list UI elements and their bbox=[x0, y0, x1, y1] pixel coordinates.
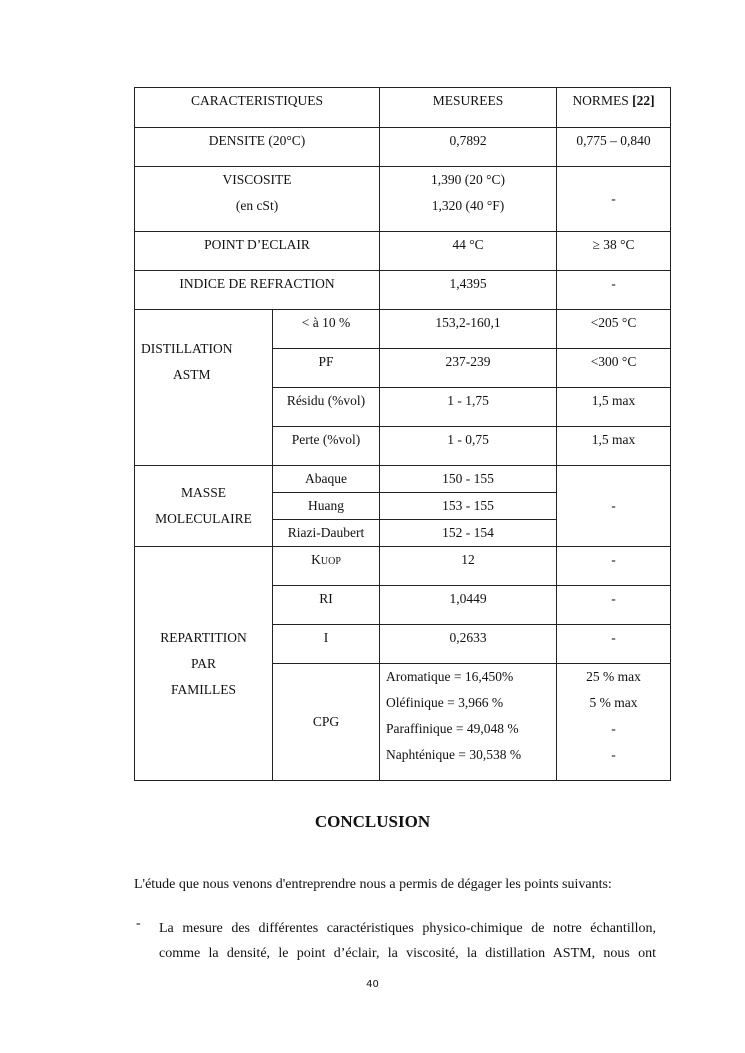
density-norm: 0,775 – 0,840 bbox=[557, 128, 671, 167]
density-label: DENSITE (20°C) bbox=[135, 128, 380, 167]
cpg-norm bbox=[557, 664, 671, 781]
viscosity-norm: - bbox=[557, 167, 671, 232]
distillation-norm: <205 °C bbox=[557, 310, 671, 349]
kuop-norm: - bbox=[557, 547, 671, 586]
molecular-mass-subtitle: MOLECULAIRE bbox=[155, 511, 252, 526]
header-characteristics: CARACTERISTIQUES bbox=[135, 88, 380, 128]
cpg-aromatic: Aromatique = 16,450% bbox=[386, 669, 514, 684]
ri-sub: RI bbox=[273, 586, 380, 625]
bullet-line-1: La mesure des différentes caractéristiques physico-chimique de notre échantillon, bbox=[159, 921, 656, 936]
kuop-subscript: UOP bbox=[320, 556, 341, 567]
i-measured: 0,2633 bbox=[380, 625, 557, 664]
ri-norm: - bbox=[557, 586, 671, 625]
cpg-paraffinic: Paraffinique = 49,048 % bbox=[386, 721, 519, 736]
bullet-line-2: comme la densité, le point d’éclair, la viscosité, la distillation ASTM, nous ont bbox=[159, 946, 656, 961]
molecular-mass-sub: Riazi-Daubert bbox=[273, 520, 380, 547]
molecular-mass-measured: 152 - 154 bbox=[380, 520, 557, 547]
viscosity-value-20c: 1,390 (20 °C) bbox=[431, 172, 506, 187]
i-sub: I bbox=[273, 625, 380, 664]
families-title-2: PAR bbox=[190, 655, 217, 671]
cpg-sub: CPG bbox=[273, 664, 380, 781]
distillation-measured: 1 - 1,75 bbox=[380, 388, 557, 427]
families-title-3: FAMILLES bbox=[170, 681, 236, 697]
norms-reference: [22] bbox=[632, 93, 655, 108]
header-measured: MESUREES bbox=[380, 88, 557, 128]
distillation-subtitle: ASTM bbox=[173, 367, 211, 382]
viscosity-value-40f: 1,320 (40 °F) bbox=[431, 198, 505, 213]
families-title-1: REPARTITION bbox=[160, 629, 247, 645]
viscosity-measured bbox=[380, 167, 557, 232]
conclusion-bullet bbox=[159, 916, 656, 966]
kuop-sub bbox=[273, 547, 380, 586]
conclusion-intro: L'étude que nous venons d'entreprendre nous a permis de dégager les points suivants: bbox=[134, 877, 612, 892]
distillation-norm: 1,5 max bbox=[557, 427, 671, 466]
molecular-mass-label bbox=[135, 466, 273, 547]
distillation-sub: PF bbox=[273, 349, 380, 388]
molecular-mass-norm: - bbox=[557, 466, 671, 547]
characteristics-table bbox=[134, 87, 671, 781]
refraction-measured: 1,4395 bbox=[380, 271, 557, 310]
cpg-olefinic: Oléfinique = 3,966 % bbox=[386, 695, 504, 710]
viscosity-title: VISCOSITE bbox=[222, 172, 292, 187]
molecular-mass-measured: 153 - 155 bbox=[380, 493, 557, 520]
refraction-label: INDICE DE REFRACTION bbox=[135, 271, 380, 310]
cpg-naphthenic: Naphténique = 30,538 % bbox=[386, 747, 522, 762]
flash-point-norm: ≥ 38 °C bbox=[557, 232, 671, 271]
cpg-paraffinic-norm: - bbox=[611, 721, 616, 736]
molecular-mass-sub: Abaque bbox=[273, 466, 380, 493]
distillation-measured: 153,2-160,1 bbox=[380, 310, 557, 349]
kuop-measured: 12 bbox=[380, 547, 557, 586]
refraction-norm: - bbox=[557, 271, 671, 310]
cpg-naphthenic-norm: - bbox=[611, 747, 616, 762]
conclusion-heading: CONCLUSION bbox=[314, 812, 431, 831]
distillation-title: DISTILLATION bbox=[141, 341, 233, 356]
distillation-label bbox=[135, 310, 273, 466]
cpg-measured bbox=[380, 664, 557, 781]
viscosity-label bbox=[135, 167, 380, 232]
kuop-main: K bbox=[311, 552, 321, 567]
molecular-mass-measured: 150 - 155 bbox=[380, 466, 557, 493]
flash-point-measured: 44 °C bbox=[380, 232, 557, 271]
ri-measured: 1,0449 bbox=[380, 586, 557, 625]
page-number: 40 bbox=[366, 979, 379, 990]
families-label bbox=[135, 547, 273, 781]
flash-point-label: POINT D’ECLAIR bbox=[135, 232, 380, 271]
distillation-measured: 1 - 0,75 bbox=[380, 427, 557, 466]
distillation-measured: 237-239 bbox=[380, 349, 557, 388]
distillation-sub: Perte (%vol) bbox=[273, 427, 380, 466]
distillation-sub: Résidu (%vol) bbox=[273, 388, 380, 427]
cpg-aromatic-norm: 25 % max bbox=[586, 669, 641, 684]
viscosity-unit: (en cSt) bbox=[235, 198, 279, 213]
density-measured: 0,7892 bbox=[380, 128, 557, 167]
distillation-norm: 1,5 max bbox=[557, 388, 671, 427]
distillation-sub: < à 10 % bbox=[273, 310, 380, 349]
cpg-olefinic-norm: 5 % max bbox=[589, 695, 638, 710]
header-norms: NORMES [22] bbox=[557, 88, 671, 128]
bullet-marker: - bbox=[136, 916, 141, 931]
molecular-mass-sub: Huang bbox=[273, 493, 380, 520]
molecular-mass-title: MASSE bbox=[180, 485, 226, 500]
i-norm: - bbox=[557, 625, 671, 664]
distillation-norm: <300 °C bbox=[557, 349, 671, 388]
